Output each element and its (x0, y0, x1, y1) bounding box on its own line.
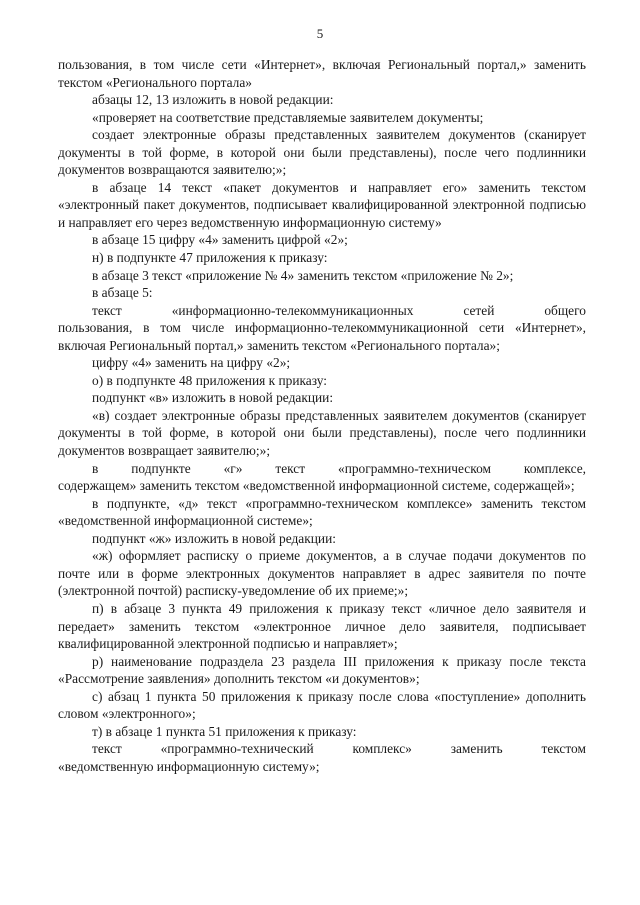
paragraph: пользования, в том числе информационно-телекоммуникационной сети «Интернет», включая Региональный портал,» заменить текстом «Регионального портала»; (58, 320, 586, 353)
page-number: 5 (316, 26, 324, 41)
justified-line (58, 460, 586, 478)
document-body (58, 56, 586, 775)
word: «программно-технический (160, 741, 314, 757)
word: комплекс» (352, 741, 412, 757)
paragraph: создает электронные образы представленных заявителем документов (сканирует документы в той форме, в которой они были представлены), после чего подлинники документов возвращаются заявителю;»; (58, 127, 586, 178)
justified-line (58, 302, 586, 320)
paragraph: р) наименование подраздела 23 раздела III приложения к приказу после текста «Рассмотрение заявления» дополнить текстом «и документов»; (58, 653, 586, 687)
word: заменить (450, 741, 503, 757)
paragraph: в абзаце 3 текст «приложение № 4» заменить текстом «приложение № 2»; (92, 267, 514, 283)
paragraph: в абзаце 15 цифру «4» заменить цифрой «2»; (92, 232, 348, 248)
word: текстом (541, 741, 586, 757)
word: текст (275, 460, 306, 476)
paragraph: «ведомственную информационную систему»; (58, 758, 320, 774)
text-block (58, 477, 586, 740)
paragraph: подпункт «ж» изложить в новой редакции: (92, 530, 336, 546)
word: текст (92, 741, 122, 757)
paragraph: подпункт «в» изложить в новой редакции: (92, 390, 334, 406)
word: «программно-техническом (338, 460, 491, 476)
text-block (58, 319, 586, 459)
text-block (58, 56, 586, 302)
paragraph: абзацы 12, 13 изложить в новой редакции: (92, 92, 334, 108)
word: комплексе, (523, 460, 586, 476)
justified-line (58, 740, 586, 758)
paragraph: п) в абзаце 3 пункта 49 приложения к приказу текст «личное дело заявителя и передает» заменить текстом «электронное личное дело заявителя, подписывает квалифицированной электронной подписью и направляет»; (58, 600, 586, 652)
paragraph: в абзаце 14 текст «пакет документов и направляет его» заменить текстом «электронный пакет документов, подписывает квалифицированной электронной подписью и направляет его через ведомственную информационную систему» (58, 179, 586, 230)
paragraph: «проверяет на соответствие представляемые заявителем документы; (92, 109, 484, 125)
paragraph: о) в подпункте 48 приложения к приказу: (92, 372, 328, 388)
paragraph: с) абзац 1 пункта 50 приложения к приказу после слова «поступление» дополнить словом «электронного»; (58, 688, 586, 722)
paragraph: содержащем» заменить текстом «ведомственной информационной системе, содержащей»; (58, 478, 575, 494)
paragraph: пользования, в том числе сети «Интернет», включая Региональный портал,» заменить текстом «Регионального портала» (58, 57, 586, 90)
word: общего (544, 302, 586, 318)
text-block (58, 758, 586, 776)
paragraph: н) в подпункте 47 приложения к приказу: (92, 250, 328, 266)
word: «г» (223, 460, 243, 476)
word: сетей (463, 302, 495, 318)
paragraph: в подпункте, «д» текст «программно-техническом комплексе» заменить текстом «ведомственной информационной системе»; (58, 495, 586, 529)
paragraph: цифру «4» заменить на цифру «2»; (92, 355, 291, 371)
word: «информационно-телекоммуникационных (171, 302, 414, 318)
paragraph: т) в абзаце 1 пункта 51 приложения к приказу: (92, 723, 357, 739)
word: в (92, 460, 99, 476)
paragraph: «в) создает электронные образы представленных заявителем документов (сканирует документы в той форме, в которой они были представлены), после чего подлинники документов возвращает заявителю;»; (58, 407, 586, 459)
paragraph: в абзаце 5: (92, 285, 153, 301)
word: подпункте (131, 460, 191, 476)
paragraph: «ж) оформляет расписку о приеме документов, а в случае подачи документов по почте или в форме электронных документов направляет в адрес заявителя по почте (электронной почтой) расписку-уведомление об их приеме;»; (58, 548, 586, 599)
word: текст (92, 302, 122, 318)
